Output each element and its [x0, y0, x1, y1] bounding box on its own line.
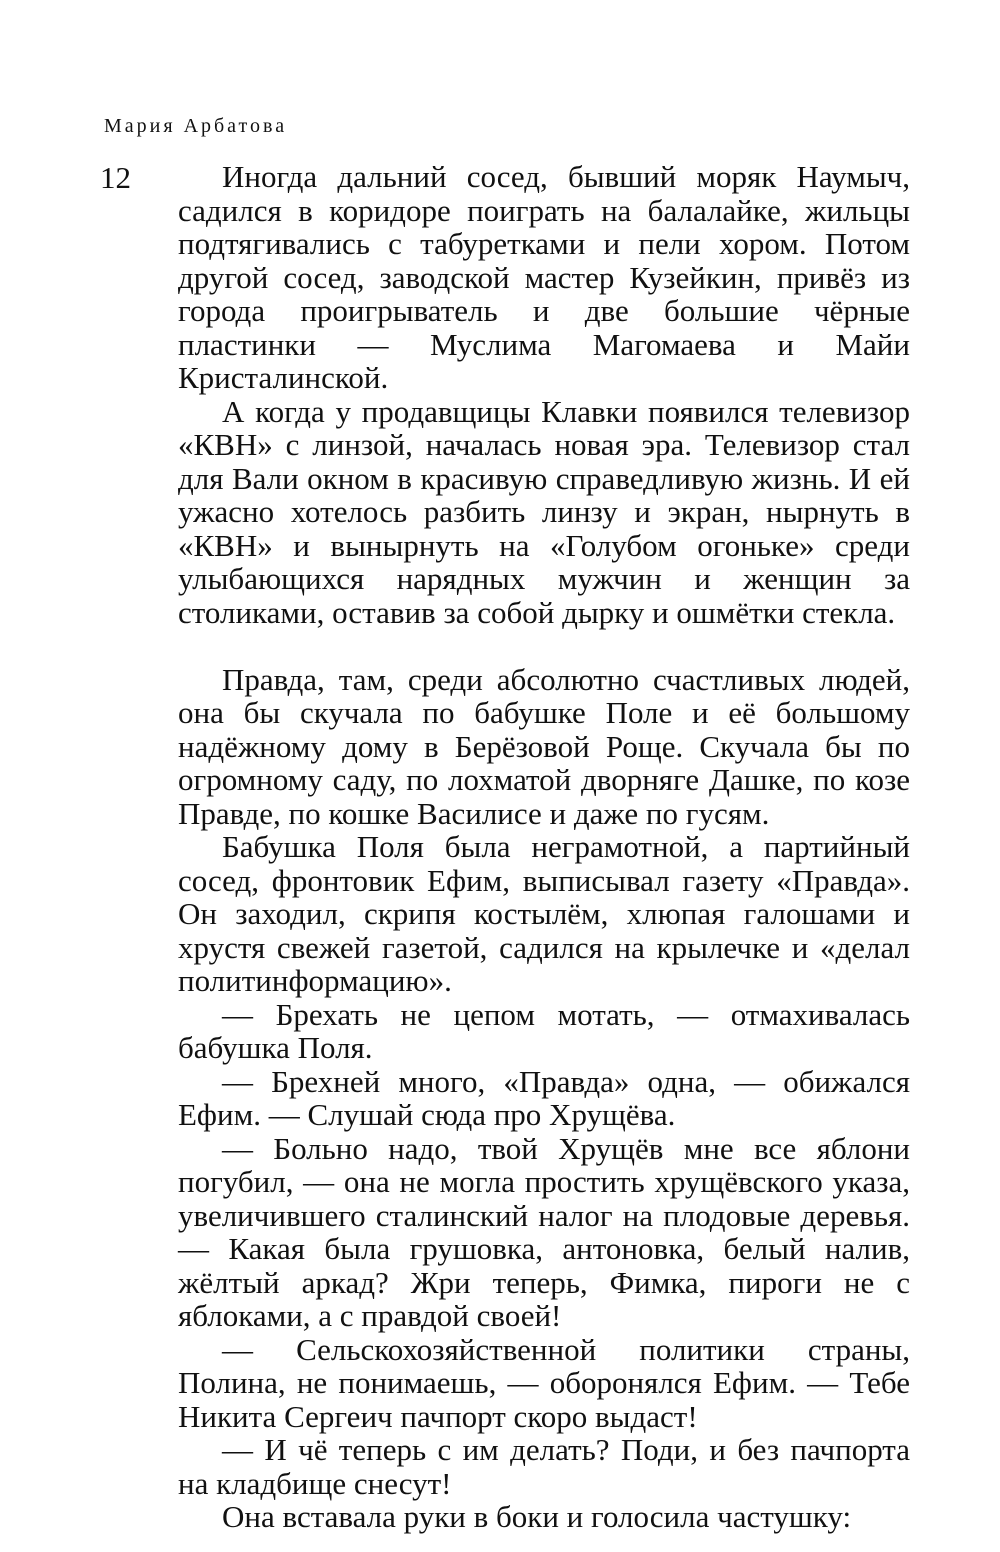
page-number: 12	[100, 160, 131, 195]
paragraph: Правда, там, среди абсолютно счастливых людей, она бы скучала по бабушке Поле и её большому надёжному дому в Берёзовой Роще. Скучала бы по огромному саду, по лохматой дворняге Дашке, по козе Правде, по кошке Василисе и даже по гусям.	[178, 661, 910, 831]
paragraph: Иногда дальний сосед, бывший моряк Наумыч, садился в коридоре поиграть на балалайке, жильцы подтягивались с табуретками и пели хором. Потом другой сосед, заводской мастер Кузейкин, привёз из города проигрыватель и две большие чёрные пластинки — Муслима Магомаева и Майи Кристалинской.	[178, 159, 910, 395]
paragraph: А когда у продавщицы Клавки появился телевизор «КВН» с линзой, началась новая эра. Телевизор стал для Вали окном в красивую справедливую жизнь. И ей ужасно хотелось разбить линзу и экран, нырнуть в «КВН» и вынырнуть на «Голубом огоньке» среди улыбающихся нарядных мужчин и женщин за столиками, оставив за собой дырку и ошмётки стекла.	[178, 393, 910, 630]
paragraph: — Брехней много, «Правда» одна, — обижался Ефим. — Слушай сюда про Хрущёва.	[178, 1063, 910, 1132]
running-head-author: Мария Арбатова	[104, 115, 288, 137]
paragraph: Бабушка Поля была неграмотной, а партийный сосед, фронтовик Ефим, выписывал газету «Правда». Он заходил, скрипя костылём, хлюпая галошами и хрустя свежей газетой, садился на крылечке и «делал политинформацию».	[178, 829, 910, 998]
paragraph: — Больно надо, твой Хрущёв мне все яблони погубил, — она не могла простить хрущёвского указа, увеличившего сталинский налог на плодовые деревья. — Какая была грушовка, антоновка, белый налив, жёлтый аркад? Жри теперь, Фимка, пироги не с яблоками, а с правдой своей!	[178, 1130, 910, 1333]
paragraph: — Брехать не цепом мотать, — отмахивалась бабушка Поля.	[178, 996, 910, 1065]
body-text	[178, 160, 910, 1534]
paragraph: — И чё теперь с им делать? Поди, и без пачпорта на кладбище снесут!	[178, 1432, 910, 1501]
paragraph: — Сельскохозяйственной политики страны, Полина, не понимаешь, — оборонялся Ефим. — Тебе Никита Сергеич пачпорт скоро выдаст!	[178, 1331, 910, 1434]
paragraph: Она вставала руки в боки и голосила частушку:	[222, 1499, 852, 1534]
